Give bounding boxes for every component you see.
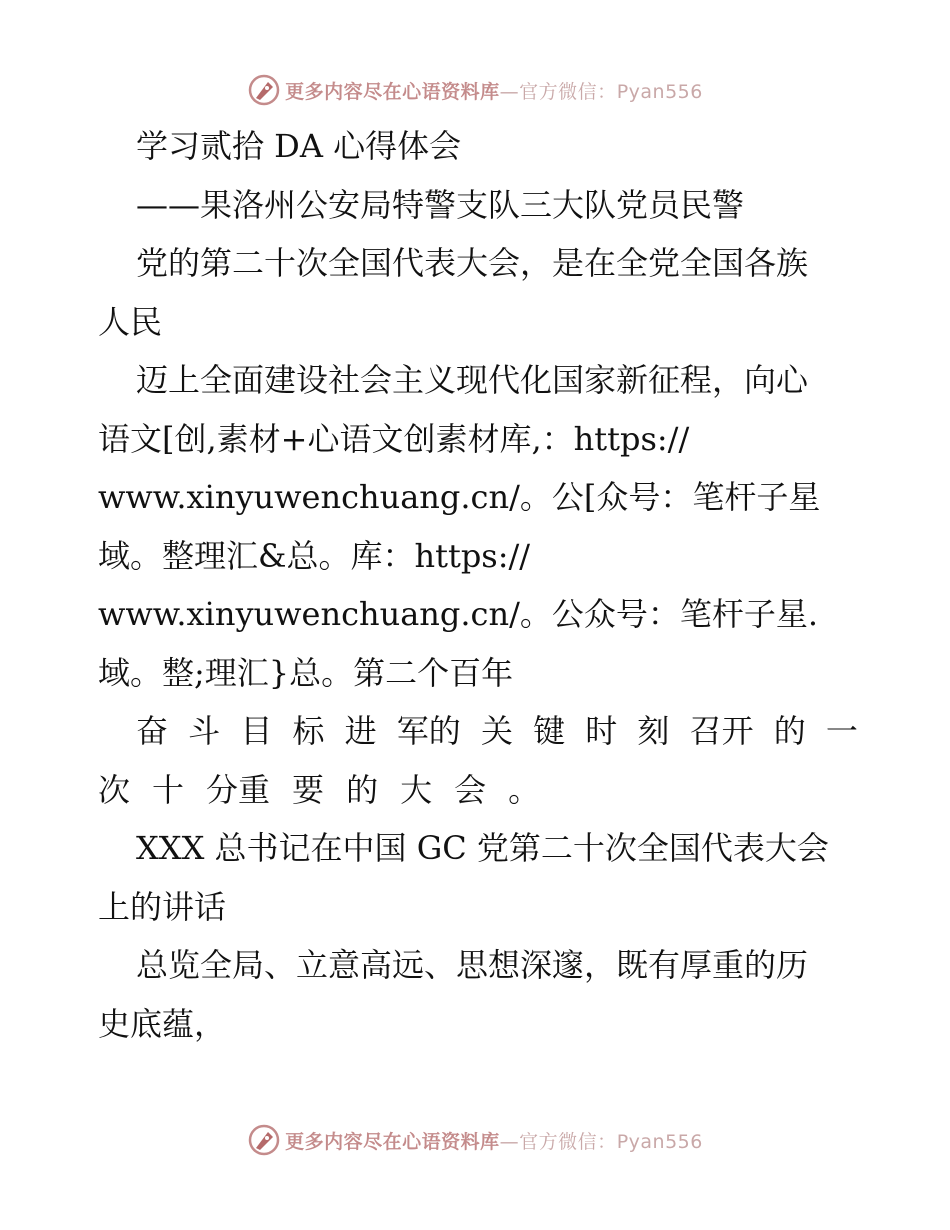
spaced-word: 标 [292, 712, 325, 750]
spaced-paragraph-line [98, 702, 858, 761]
footer-wechat-id: Pyan556 [616, 1130, 703, 1153]
header-wechat-id: Pyan556 [616, 80, 703, 103]
spaced-word: 时 [585, 712, 618, 750]
document-body [98, 117, 858, 1053]
document-author: ——果洛州公安局特警支队三大队党员民警 [136, 185, 745, 224]
footer-banner-text [285, 1127, 703, 1154]
header-watermark-banner [0, 70, 950, 110]
spaced-word: 会 [454, 770, 487, 809]
paragraph-line: 语文[创,素材+心语文创素材库,：https:// [98, 419, 690, 458]
paragraph-line: XXX 总书记在中国 GC 党第二十次全国代表大会 [136, 829, 829, 867]
paragraph-line: www.xinyuwenchuang.cn/。公[众号：笔杆子星 [98, 478, 821, 516]
spaced-word: 的 [346, 770, 379, 809]
spaced-word: 十 [152, 770, 185, 809]
paragraph-line: 迈上全面建设社会主义现代化国家新征程，向心 [136, 361, 809, 399]
paragraph-line: 域。整;理汇}总。第二个百年 [98, 653, 514, 692]
document-title: 学习贰拾 DA 心得体会 [136, 127, 462, 165]
spaced-paragraph-line [98, 761, 858, 820]
footer-brand-text: 更多内容尽在心语资料库 [285, 1130, 500, 1153]
header-banner-text [285, 77, 703, 104]
spaced-word: 刻 [637, 712, 670, 750]
pen-nib-logo-icon [247, 1123, 281, 1157]
footer-dash: — [499, 1130, 520, 1153]
spaced-word: 分重 [206, 770, 271, 809]
header-dash: — [499, 80, 520, 103]
paragraph-line: 人民 [98, 302, 163, 341]
paragraph-line: 党的第二十次全国代表大会，是在全党全国各族 [136, 244, 809, 282]
spaced-word: 斗 [188, 712, 221, 750]
spaced-word: 召开 [689, 712, 754, 750]
spaced-word: 奋 [136, 712, 169, 750]
footer-watermark-banner [0, 1120, 950, 1160]
spaced-word: 键 [533, 712, 566, 750]
spaced-word: 大 [400, 770, 433, 809]
footer-official-label: 官方微信： [519, 1130, 617, 1153]
spaced-word: 一 [825, 712, 858, 750]
header-brand-text: 更多内容尽在心语资料库 [285, 80, 500, 103]
spaced-word: 军的 [396, 712, 461, 750]
spaced-word: 的 [773, 712, 806, 750]
header-official-label: 官方微信： [519, 80, 617, 103]
paragraph-line: 域。整理汇&总。库：https:// [98, 536, 531, 575]
paragraph-line: www.xinyuwenchuang.cn/。公众号：笔杆子星. [98, 595, 819, 633]
spaced-word: 进 [344, 712, 377, 750]
spaced-word: 关 [480, 712, 513, 750]
spaced-word: 。 [508, 770, 541, 809]
paragraph-line: 上的讲话 [98, 887, 227, 926]
paragraph-line: 史底蕴， [98, 1004, 227, 1043]
pen-nib-logo-icon [247, 73, 281, 107]
spaced-word: 目 [240, 712, 273, 750]
paragraph-line: 总览全局、立意高远、思想深邃，既有厚重的历 [136, 946, 809, 984]
spaced-word: 要 [292, 770, 325, 809]
spaced-word: 次 [98, 770, 131, 809]
